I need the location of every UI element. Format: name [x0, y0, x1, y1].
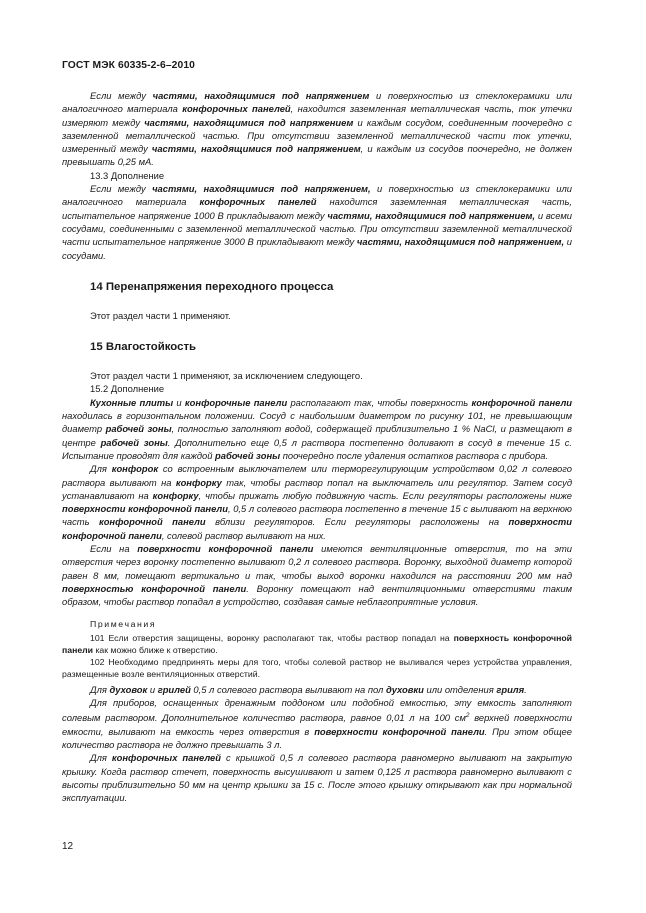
paragraph-hob-lids: Для конфорочных панелей с крышкой 0,5 л солевого раствора равномерно выливают на закрытую крышку. Когда раствор стечет, поверхность высушивают и затем 0,125 л раствора равномерно выливают с высоты приблизительно 50 мм на центр крышки за 15 с. После этого крышку открывают как при нормальной эксплуатации. [62, 752, 572, 804]
bold-term: поверхности конфорочной панели [62, 503, 228, 515]
bold-term: духовки [385, 683, 424, 695]
bold-term: рабочей зоны [215, 449, 281, 461]
bold-term: рабочей зоны [105, 423, 172, 435]
bold-term: частями, находящимися под напряжением [152, 90, 370, 101]
bold-term: конфорку [175, 476, 222, 488]
bold-term: поверхности конфорочной панели [314, 725, 485, 737]
bold-term: конфорочных панелей [111, 752, 221, 764]
page-number: 12 [62, 841, 74, 852]
bold-term: рабочей зоны [100, 436, 168, 448]
paragraph-leakage-current: Если между частями, находящимися под напряжением и поверхностью из стеклокерамики или аналогичного материала конфорочных панелей, находится заземленная металлическая часть, ток утечки измеряют между частями, находящимися под напряжением и каждым сосудом, соединенным поочередно с заземленной металлической частью. При отсутствии заземленной металлической части ток утечки, измеренный между частями, находящимися под напряжением, и каждым из сосудов поочередно, не должен превышать 0,25 мА. [62, 90, 573, 168]
note-101: 101 Если отверстия защищены, воронку располагают так, чтобы раствор попадал на поверхность конфорочной панели как можно ближе к отверстию. [62, 632, 572, 655]
superscript: 2 [465, 712, 470, 720]
note-102: 102 Необходимо предпринять меры для того, чтобы солевой раствор не выливался через устройства управления, размещенные возле вентиляционных отверстий. [62, 656, 572, 679]
bold-term: грилей [157, 683, 191, 695]
bold-term: частями, находящимися под напряжением, [152, 183, 371, 195]
paragraph-hotplates: Для конфорок со встроенным выключателем или терморегулирующим устройством 0,02 л солевого раствора выливают на конфорку так, чтобы раствор попал на выключатель или регулятор. Затем сосуд устанавливают на конфорку, чтобы прижать любую подвижную часть. Если регуляторы расположены ниже поверхности конфорочной панели, 0,5 л солевого раствора постепенно в течение 15 с выливают на верхнюю часть конфорочной панели вблизи регуляторов. Если регуляторы расположены на поверхности конфорочной панели, солевой раствор выливают на них. [62, 463, 573, 541]
bold-term: конфорку [152, 489, 199, 501]
bold-term: частями, находящимися под напряжением [144, 116, 354, 128]
section-15-text: Этот раздел части 1 применяют, за исключением следующего. [90, 370, 363, 382]
bold-term: конфорок [111, 463, 159, 475]
bold-term: поверхности конфорочной панели [137, 543, 314, 555]
bold-term: поверхность конфорочной панели [62, 632, 572, 655]
bold-term: конфорочных панелей [199, 196, 317, 208]
bold-term: конфорочной панели [98, 516, 206, 528]
bold-term: частями, находящимися под напряжением, [356, 236, 565, 248]
bold-term: духовок [109, 683, 148, 695]
bold-term: частями, находящимися под напряжением, [327, 209, 535, 221]
bold-term: поверхностью конфорочной панели [62, 582, 247, 594]
standard-header: ГОСТ МЭК 60335-2-6–2010 [62, 60, 195, 71]
bold-term: Кухонные плиты [90, 396, 174, 408]
section-14-text: Этот раздел части 1 применяют. [90, 309, 231, 321]
section-15-title: 15 Влагостойкость [90, 341, 197, 354]
paragraph-cookers-hobs: Кухонные плиты и конфорочные панели располагают так, чтобы поверхность конфорочной панели находилась в горизонтальном положении. Сосуд с наибольшим диаметром по рисунку 101, не превышающим диаметр рабочей зоны, полностью заполняют водой, содержащей приблизительно 1 % NaCl, и размещают в центре рабочей зоны. Дополнительно еще 0,5 л раствора постепенно доливают в сосуд в течение 15 с. Испытание проводят для каждой рабочей зоны поочередно после удаления остатков раствора с прибора. [62, 396, 573, 461]
bold-term: гриля [496, 683, 525, 695]
notes-heading: Примечания [90, 618, 157, 629]
clause-13-3: 13.3 Дополнение [90, 169, 165, 181]
bold-term: конфорочных панелей [182, 103, 291, 115]
paragraph-drip-tray: Для приборов, оснащенных дренажным поддоном или подобной емкостью, эту емкость заполняют солевым раствором. Дополнительное количество раствора, равное 0,01 л на 100 $см^2$ верхней поверхности емкости, выливают на емкость через отверстия в поверхности конфорочной панели. При этом общее количество раствора не должно превышать 3 л. [62, 697, 572, 751]
paragraph-test-voltage: Если между частями, находящимися под напряжением, и поверхностью из стеклокерамики или аналогичного материала конфорочных панелей находится заземленная металлическая часть, испытательное напряжение 1000 В прикладывают между частями, находящимися под напряжением, и всеми сосудами, соединенными с заземленной металлической частью. При отсутствии заземленной металлической части испытательное напряжение 3000 В прикладывают между частями, находящимися под напряжением, и сосудами. [62, 183, 572, 261]
paragraph-ovens-grills: Для духовок и грилей 0,5 л солевого раствора выливают на пол духовки или отделения гриля. [90, 683, 527, 695]
section-14-title: 14 Перенапряжения переходного процесса [90, 280, 334, 293]
clause-15-2: 15.2 Дополнение [90, 383, 165, 395]
bold-term: конфорочные панели [184, 396, 288, 408]
paragraph-ventilation: Если на поверхности конфорочной панели имеются вентиляционные отверстия, то на эти отверстия через воронку постепенно выливают 0,2 л солевого раствора. Воронку, выходной диаметр которой равен 8 мм, помещают вертикально и так, чтобы выход воронки находился на расстоянии 200 мм над поверхностью конфорочной панели. Воронку помещают над вентиляционными отверстиями таким образом, чтобы раствор попадал в устройство, создавая самые неблагоприятные условия. [62, 543, 573, 608]
bold-term: поверхности конфорочной панели [62, 516, 572, 541]
bold-term: частями, находящимися под напряжением [151, 143, 361, 155]
bold-term: конфорочной панели [471, 396, 573, 408]
body-text [62, 89, 572, 805]
